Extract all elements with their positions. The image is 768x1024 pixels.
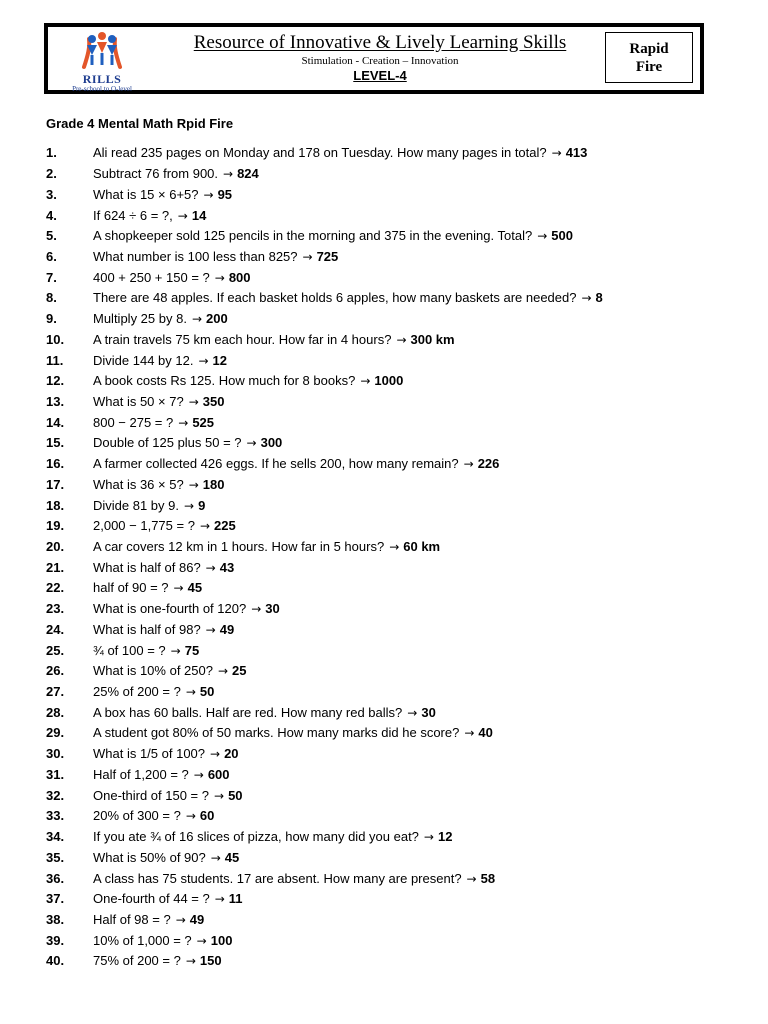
question-answer: 413 xyxy=(565,145,588,161)
question-answer: 300 xyxy=(260,435,283,451)
arrow-right-icon: → xyxy=(551,146,562,161)
arrow-right-icon: → xyxy=(210,850,221,865)
arrow-right-icon: → xyxy=(214,892,225,907)
question-text: Multiply 25 by 8. xyxy=(93,311,187,327)
question-text: What is half of 86? xyxy=(93,559,201,575)
question-number: 8. xyxy=(46,290,57,306)
question-row xyxy=(46,495,746,516)
question-row xyxy=(46,682,746,703)
question-text: What is one-fourth of 120? xyxy=(93,601,247,617)
question-number: 25. xyxy=(46,642,65,658)
question-answer: 45 xyxy=(187,580,203,596)
arrow-right-icon: → xyxy=(198,353,209,368)
question-row xyxy=(46,640,746,661)
question-number: 40. xyxy=(46,953,65,969)
question-number: 5. xyxy=(46,228,57,244)
arrow-right-icon: → xyxy=(210,747,221,762)
question-text: A shopkeeper sold 125 pencils in the morning and 375 in the evening. Total? xyxy=(93,228,533,244)
question-text: One-fourth of 44 = ? xyxy=(93,891,210,907)
question-answer: 350 xyxy=(202,393,225,409)
page-subtitle: Stimulation - Creation – Innovation xyxy=(301,55,459,67)
arrow-right-icon: → xyxy=(188,394,199,409)
badge-line-2: Fire xyxy=(635,58,663,75)
question-number: 33. xyxy=(46,808,65,824)
question-row xyxy=(46,723,746,744)
question-row xyxy=(46,599,746,620)
question-text: A car covers 12 km in 1 hours. How far in 5 hours? xyxy=(93,539,385,555)
question-text: 800 − 275 = ? xyxy=(93,414,174,430)
question-text: 400 + 250 + 150 = ? xyxy=(93,269,210,285)
question-text: What is 10% of 250? xyxy=(93,663,213,679)
question-answer: 12 xyxy=(437,829,453,845)
question-number: 16. xyxy=(46,456,65,472)
arrow-right-icon: → xyxy=(423,830,434,845)
question-number: 21. xyxy=(46,559,65,575)
question-answer: 8 xyxy=(595,290,603,306)
question-text: What is 50 × 7? xyxy=(93,393,184,409)
question-answer: 49 xyxy=(219,621,235,637)
arrow-right-icon: → xyxy=(407,705,418,720)
question-number: 37. xyxy=(46,891,65,907)
question-row xyxy=(46,910,746,931)
arrow-right-icon: → xyxy=(205,622,216,637)
arrow-right-icon: → xyxy=(185,685,196,700)
question-answer: 600 xyxy=(207,766,230,782)
question-row xyxy=(46,537,746,558)
question-text: 10% of 1,000 = ? xyxy=(93,932,192,948)
question-row xyxy=(46,661,746,682)
question-number: 35. xyxy=(46,849,65,865)
arrow-right-icon: → xyxy=(170,643,181,658)
arrow-right-icon: → xyxy=(185,954,196,969)
question-number: 31. xyxy=(46,766,65,782)
question-text: If you ate ¾ of 16 slices of pizza, how many did you eat? xyxy=(93,829,419,845)
question-row xyxy=(46,205,746,226)
question-row xyxy=(46,184,746,205)
question-number: 39. xyxy=(46,932,65,948)
arrow-right-icon: → xyxy=(246,436,257,451)
question-answer: 50 xyxy=(199,684,215,700)
question-row xyxy=(46,889,746,910)
question-number: 36. xyxy=(46,870,65,886)
question-answer: 25 xyxy=(232,663,247,679)
question-row xyxy=(46,578,746,599)
level-label: LEVEL-4 xyxy=(353,68,407,83)
arrow-right-icon: → xyxy=(251,602,262,617)
question-number: 9. xyxy=(46,311,57,327)
question-answer: 14 xyxy=(191,207,207,223)
question-text: What is 15 × 6+5? xyxy=(93,186,199,202)
question-number: 4. xyxy=(46,207,57,223)
question-answer: 43 xyxy=(219,559,235,575)
question-row xyxy=(46,930,746,951)
question-text: A box has 60 balls. Half are red. How many red balls? xyxy=(93,704,403,720)
question-number: 19. xyxy=(46,518,65,534)
question-text: 75% of 200 = ? xyxy=(93,953,181,969)
question-number: 26. xyxy=(46,663,65,679)
arrow-right-icon: → xyxy=(214,270,225,285)
question-row xyxy=(46,329,746,350)
badge-line-1: Rapid xyxy=(629,40,669,57)
question-answer: 50 xyxy=(228,787,243,803)
question-text: Divide 81 by 9. xyxy=(93,497,179,513)
question-row xyxy=(46,847,746,868)
question-answer: 95 xyxy=(217,186,233,202)
worksheet-title: Grade 4 Mental Math Rpid Fire xyxy=(46,116,234,131)
question-answer: 20 xyxy=(224,746,239,762)
arrow-right-icon: → xyxy=(175,912,186,927)
arrow-right-icon: → xyxy=(177,208,188,223)
question-number: 3. xyxy=(46,186,57,202)
arrow-right-icon: → xyxy=(203,187,214,202)
question-answer: 11 xyxy=(228,891,243,907)
arrow-right-icon: → xyxy=(188,477,199,492)
arrow-right-icon: → xyxy=(223,167,234,182)
question-text: What is 1/5 of 100? xyxy=(93,746,206,762)
logo-name: RILLS xyxy=(82,72,122,86)
question-text: One-third of 150 = ? xyxy=(93,787,209,803)
question-text: A class has 75 students. 17 are absent. How many are present? xyxy=(93,870,462,886)
question-answer: 824 xyxy=(237,166,259,182)
arrow-right-icon: → xyxy=(196,933,207,948)
question-number: 17. xyxy=(46,476,65,492)
question-number: 38. xyxy=(46,911,65,927)
question-row xyxy=(46,392,746,413)
question-text: Half of 98 = ? xyxy=(93,911,171,927)
question-number: 18. xyxy=(46,497,65,513)
arrow-right-icon: → xyxy=(205,560,216,575)
rapid-fire-badge xyxy=(605,32,693,83)
question-row xyxy=(46,765,746,786)
question-row xyxy=(46,951,746,972)
question-number: 23. xyxy=(46,601,65,617)
question-text: A train travels 75 km each hour. How far in 4 hours? xyxy=(93,331,392,347)
question-text: 2,000 − 1,775 = ? xyxy=(93,518,195,534)
question-row xyxy=(46,433,746,454)
question-list xyxy=(46,143,746,972)
question-text: What is 50% of 90? xyxy=(93,849,206,865)
question-text: 20% of 300 = ? xyxy=(93,808,181,824)
question-answer: 12 xyxy=(212,352,227,368)
question-number: 24. xyxy=(46,621,65,637)
logo-tagline: Pre-school to O-level xyxy=(72,85,132,93)
arrow-right-icon: → xyxy=(581,291,592,306)
question-number: 2. xyxy=(46,166,57,182)
question-answer: 225 xyxy=(214,518,236,534)
question-row xyxy=(46,827,746,848)
question-answer: 800 xyxy=(228,269,251,285)
arrow-right-icon: → xyxy=(178,415,189,430)
arrow-right-icon: → xyxy=(193,767,204,782)
question-text: A farmer collected 426 eggs. If he sells 200, how many remain? xyxy=(93,456,459,472)
question-answer: 725 xyxy=(316,248,339,264)
question-text: Double of 125 plus 50 = ? xyxy=(93,435,242,451)
arrow-right-icon: → xyxy=(389,540,400,555)
question-text: There are 48 apples. If each basket holds 6 apples, how many baskets are needed? xyxy=(93,290,577,306)
question-row xyxy=(46,785,746,806)
question-answer: 45 xyxy=(224,849,240,865)
question-row xyxy=(46,288,746,309)
question-text: A book costs Rs 125. How much for 8 books? xyxy=(93,373,356,389)
question-answer: 226 xyxy=(477,456,500,472)
question-number: 22. xyxy=(46,580,65,596)
question-text: Subtract 76 from 900. xyxy=(93,166,219,182)
question-text: Half of 1,200 = ? xyxy=(93,766,189,782)
question-number: 7. xyxy=(46,269,57,285)
question-number: 28. xyxy=(46,704,65,720)
question-answer: 150 xyxy=(199,953,222,969)
worksheet-header xyxy=(44,23,704,94)
arrow-right-icon: → xyxy=(191,312,202,327)
arrow-right-icon: → xyxy=(360,374,371,389)
question-row xyxy=(46,620,746,641)
question-row xyxy=(46,702,746,723)
question-number: 34. xyxy=(46,829,65,845)
arrow-right-icon: → xyxy=(214,788,225,803)
question-row xyxy=(46,454,746,475)
question-text: ¾ of 100 = ? xyxy=(93,642,166,658)
question-number: 1. xyxy=(46,145,57,161)
question-number: 14. xyxy=(46,414,65,430)
question-answer: 58 xyxy=(480,870,496,886)
question-row xyxy=(46,309,746,330)
question-row xyxy=(46,267,746,288)
question-number: 6. xyxy=(46,248,57,264)
arrow-right-icon: → xyxy=(464,726,475,741)
arrow-right-icon: → xyxy=(185,809,196,824)
question-text: What is half of 98? xyxy=(93,621,201,637)
question-number: 10. xyxy=(46,331,65,347)
arrow-right-icon: → xyxy=(173,581,184,596)
question-number: 27. xyxy=(46,684,65,700)
question-row xyxy=(46,350,746,371)
question-row xyxy=(46,868,746,889)
question-answer: 30 xyxy=(265,601,280,617)
arrow-right-icon: → xyxy=(199,519,210,534)
question-text: Divide 144 by 12. xyxy=(93,352,194,368)
question-row xyxy=(46,143,746,164)
question-row xyxy=(46,226,746,247)
rills-logo xyxy=(62,31,142,91)
arrow-right-icon: → xyxy=(217,664,229,679)
question-number: 32. xyxy=(46,787,65,803)
question-row xyxy=(46,516,746,537)
question-row xyxy=(46,164,746,185)
question-answer: 180 xyxy=(202,476,225,492)
arrow-right-icon: → xyxy=(302,249,313,264)
question-row xyxy=(46,806,746,827)
page-title: Resource of Innovative & Lively Learning Skills xyxy=(193,32,567,53)
question-row xyxy=(46,475,746,496)
question-answer: 75 xyxy=(184,642,200,658)
question-answer: 9 xyxy=(198,497,206,513)
question-number: 29. xyxy=(46,725,65,741)
question-answer: 500 xyxy=(551,228,573,244)
question-row xyxy=(46,371,746,392)
arrow-right-icon: → xyxy=(184,498,195,513)
question-text: What number is 100 less than 825? xyxy=(93,248,298,264)
question-number: 20. xyxy=(46,539,65,555)
question-text: 25% of 200 = ? xyxy=(93,684,181,700)
question-answer: 525 xyxy=(192,414,215,430)
question-answer: 60 km xyxy=(403,539,441,555)
arrow-right-icon: → xyxy=(466,871,477,886)
arrow-right-icon: → xyxy=(396,332,407,347)
question-number: 13. xyxy=(46,393,65,409)
question-answer: 40 xyxy=(478,725,493,741)
question-number: 12. xyxy=(46,373,65,389)
people-icon xyxy=(80,31,124,71)
title-block xyxy=(148,27,612,84)
arrow-right-icon: → xyxy=(463,457,474,472)
question-answer: 30 xyxy=(421,704,436,720)
arrow-right-icon: → xyxy=(537,229,548,244)
question-answer: 300 km xyxy=(410,331,455,347)
question-text: A student got 80% of 50 marks. How many marks did he score? xyxy=(93,725,460,741)
question-number: 30. xyxy=(46,746,65,762)
question-row xyxy=(46,557,746,578)
question-answer: 200 xyxy=(206,311,228,327)
question-row xyxy=(46,412,746,433)
question-answer: 60 xyxy=(199,808,215,824)
question-text: Ali read 235 pages on Monday and 178 on Tuesday. How many pages in total? xyxy=(93,145,547,161)
question-row xyxy=(46,247,746,268)
question-answer: 49 xyxy=(189,911,205,927)
question-answer: 100 xyxy=(210,932,233,948)
question-answer: 1000 xyxy=(374,373,404,389)
question-text: half of 90 = ? xyxy=(93,580,169,596)
question-number: 15. xyxy=(46,435,65,451)
question-text: If 624 ÷ 6 = ?, xyxy=(93,207,173,223)
question-number: 11. xyxy=(46,352,64,368)
question-text: What is 36 × 5? xyxy=(93,476,184,492)
question-row xyxy=(46,744,746,765)
